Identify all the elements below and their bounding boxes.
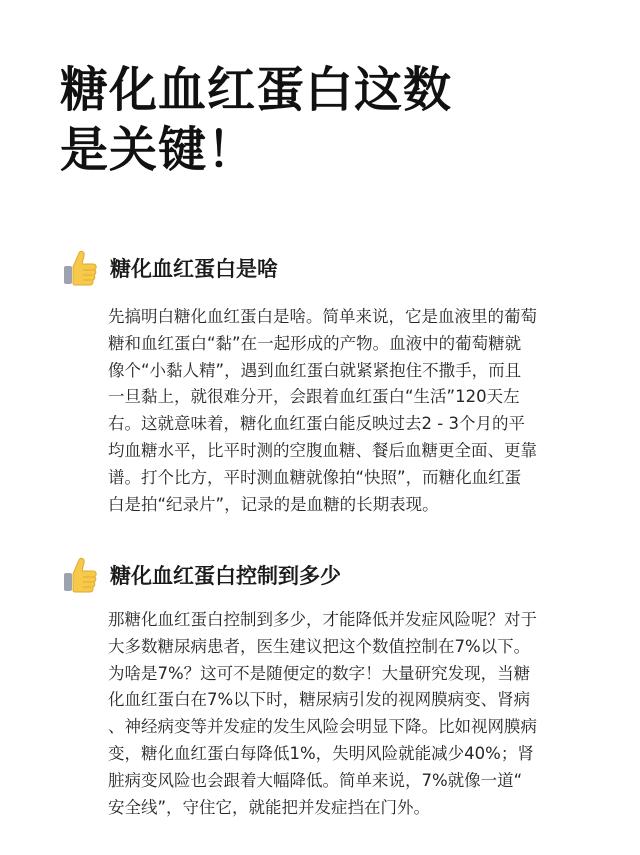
section-heading (62, 248, 278, 288)
paragraph-line: 脏病变风险也会跟着大幅降低。简单来说，7%就像一道“ (108, 770, 523, 790)
section-paragraph (108, 304, 608, 518)
paragraph-line: 谱。打个比方，平时测血糖就像拍“快照”，而糖化血红蛋 (108, 467, 522, 487)
title-line: 糖化血红蛋白这数 (60, 62, 453, 118)
paragraph-line: 右。这就意味着，糖化血红蛋白能反映过去2 - 3个月的平 (108, 414, 525, 434)
paragraph-line: 白是拍“纪录片”，记录的是血糖的长期表现。 (108, 494, 439, 514)
paragraph-line: 、神经病变等并发症的发生风险会明显下降。比如视网膜病 (108, 717, 537, 737)
paragraph-line: 像个“小黏人精”，遇到血红蛋白就紧紧抱住不撒手，而且 (108, 360, 522, 380)
paragraph-line: 那糖化血红蛋白控制到多少，才能降低并发症风险呢？对于 (108, 610, 537, 629)
title-line: 是关键！ (60, 122, 257, 178)
section-paragraph (108, 607, 608, 821)
page-title (60, 60, 600, 180)
section-title: 糖化血红蛋白是啥 (110, 257, 278, 281)
thumbs-up-icon (62, 555, 98, 595)
paragraph-line: 一旦黏上，就很难分开，会跟着血红蛋白“生活”120天左 (108, 387, 520, 407)
paragraph-line: 大多数糖尿病患者，医生建议把这个数值控制在7%以下。 (108, 636, 531, 656)
paragraph-line: 先搞明白糖化血红蛋白是啥。简单来说，它是血液里的葡萄 (108, 307, 537, 326)
paragraph-line: 糖和血红蛋白“黏”在一起形成的产物。血液中的葡萄糖就 (108, 333, 522, 353)
section-title: 糖化血红蛋白控制到多少 (110, 564, 341, 588)
thumbs-up-icon (62, 248, 98, 288)
paragraph-line: 为啥是7%？这可不是随便定的数字！大量研究发现，当糖 (108, 663, 531, 683)
paragraph-line: 变，糖化血红蛋白每降低1%，失明风险就能减少40%；肾 (108, 743, 534, 763)
section-heading (62, 555, 341, 595)
paragraph-line: 化血红蛋白在7%以下时，糖尿病引发的视网膜病变、肾病 (108, 690, 531, 710)
paragraph-line: 均血糖水平，比平时测的空腹血糖、餐后血糖更全面、更靠 (108, 440, 537, 460)
paragraph-line: 安全线”，守住它，就能把并发症挡在门外。 (108, 797, 431, 817)
